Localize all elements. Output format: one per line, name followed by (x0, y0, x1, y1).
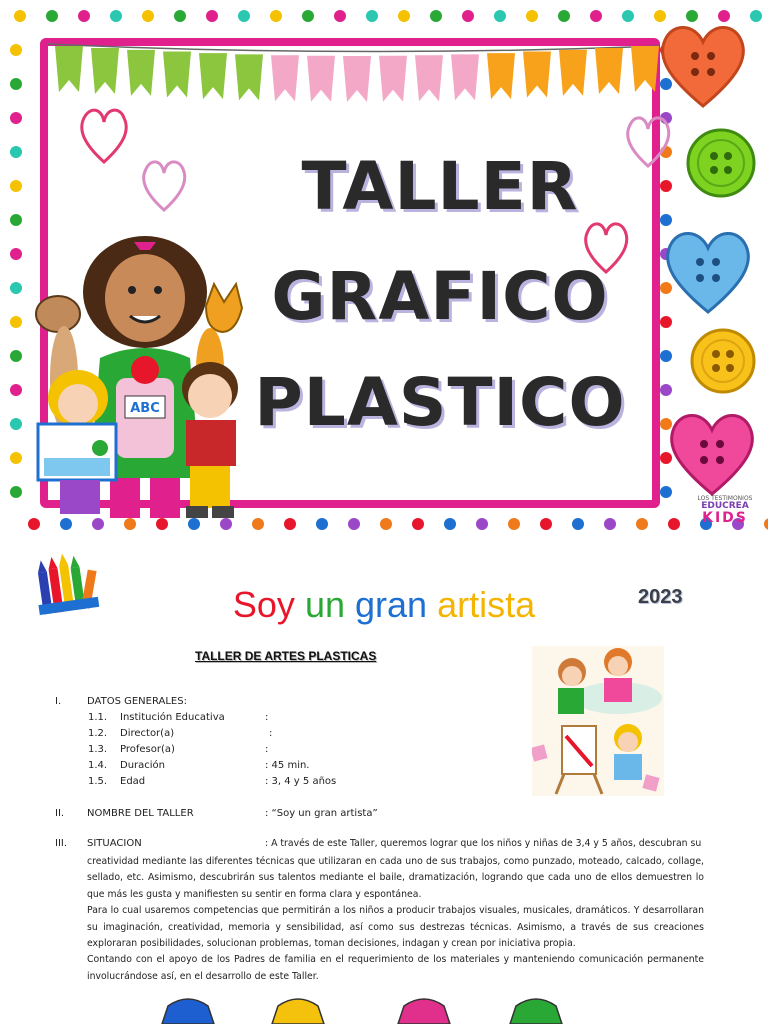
main-heading: Soy un gran artista (232, 584, 536, 625)
crayon-tip (272, 999, 324, 1024)
section-title: SITUACION (87, 838, 142, 849)
crayon-tips-decoration (0, 994, 768, 1024)
polka-dot (660, 350, 672, 362)
section-numeral: I. (55, 696, 62, 707)
item-value: : (269, 728, 273, 739)
bunting-flag (343, 56, 371, 102)
heart-button-icon (655, 16, 751, 112)
bunting-flag (415, 55, 443, 101)
polka-dot (412, 518, 424, 530)
polka-dot (10, 350, 22, 362)
kids-painting-illustration (532, 646, 664, 796)
cover-title-line: GRAFICO (271, 258, 609, 335)
bunting-flag (91, 48, 119, 94)
item-number: 1.5. (88, 776, 108, 787)
item-label: Director(a) (120, 728, 175, 739)
situacion-text (87, 854, 704, 985)
item-number: 1.2. (88, 728, 108, 739)
section-title: DATOS GENERALES: (87, 696, 187, 707)
educrea-kids-logo: LOS TESTIMONIOS EDUCREA KIDS (697, 495, 753, 526)
polka-dot (572, 518, 584, 530)
teacher-and-kids-illustration (30, 228, 260, 528)
year-label: 2023 (638, 586, 683, 608)
svg-text:ABC: ABC (130, 401, 160, 416)
paragraph: creatividad mediante las diferentes técnicas que utilizaran en cada uno de sus trabajos, como punzado, moteado, calcado, collage, sellado, etc. Asimismo, descubrirán sus talentos mediante el baile, dramatización, logrando que cada uno de ellos demuestren lo que más les gusta y manifiesten su sentir en forma clara y espontánea. (87, 856, 704, 900)
polka-dot (10, 146, 22, 158)
polka-dot (444, 518, 456, 530)
round-button-icon (688, 326, 758, 396)
polka-dot (660, 180, 672, 192)
item-number: 1.1. (88, 712, 108, 723)
section-datos-generales (55, 696, 355, 796)
polka-dot (636, 518, 648, 530)
section-title: NOMBRE DEL TALLER (87, 808, 194, 819)
item-number: 1.3. (88, 744, 108, 755)
bunting-flag (235, 54, 263, 100)
item-number: 1.4. (88, 760, 108, 771)
bunting-flag (595, 48, 623, 94)
polka-dot (284, 518, 296, 530)
polka-dot (10, 418, 22, 430)
polka-dot (10, 316, 22, 328)
heart-outline-icon (136, 152, 192, 218)
bunting-flag (487, 53, 515, 99)
paragraph: Para lo cual usaremos competencias que permitirán a los niños a producir trabajos visuales, musicales, dramáticos. Y desarrollaran su imaginación, creatividad, memoria y sensibilidad, así como sus destrezas técnicas. Asimismo, a través de sus creaciones exploraran posibilidades, solucionan problemas, toman decisiones, indagan y crean por iniciativa propia. (87, 905, 704, 950)
section-numeral: II. (55, 808, 65, 819)
polka-dot (348, 518, 360, 530)
paragraph: Contando con el apoyo de los Padres de familia en el requerimiento de los materiales y manteniendo comunicación permanente involucrándose así, en el desarrollo de este Taller. (87, 954, 704, 982)
crayon-tip (162, 999, 214, 1024)
bunting-flag (55, 46, 83, 92)
polka-dot (508, 518, 520, 530)
section-value: : “Soy un gran artista” (265, 808, 378, 819)
document-body (0, 540, 768, 1024)
polka-dot (10, 180, 22, 192)
polka-dot (10, 214, 22, 226)
polka-dot (660, 384, 672, 396)
bunting-flag (307, 56, 335, 102)
bunting-flag (379, 56, 407, 102)
crayon-tip (510, 999, 562, 1024)
item-label: Institución Educativa (120, 712, 225, 723)
heart-button-icon (660, 222, 756, 318)
polka-dot (316, 518, 328, 530)
crayon-tip (398, 999, 450, 1024)
bunting-flag (271, 55, 299, 101)
bunting-flag (451, 54, 479, 100)
polka-dot (10, 248, 22, 260)
heart-button-icon (664, 404, 760, 500)
bunting-flag (523, 52, 551, 98)
section-situacion-header (55, 838, 715, 852)
heart-outline-icon (74, 100, 134, 170)
document-subtitle: TALLER DE ARTES PLASTICAS (195, 649, 377, 663)
bunting-flag (127, 50, 155, 96)
item-label: Profesor(a) (120, 744, 175, 755)
section-nombre-taller (55, 808, 455, 822)
situacion-first-line: : A través de este Taller, queremos lograr que los niños y niñas de 3,4 y 5 años, descubran su (265, 838, 702, 849)
bunting-flag (163, 52, 191, 98)
polka-dot (764, 518, 768, 530)
polka-dot (10, 486, 22, 498)
bunting-flag (559, 50, 587, 96)
item-label: Edad (120, 776, 146, 787)
item-value: : 45 min. (265, 760, 310, 771)
polka-dot (10, 282, 22, 294)
polka-dot (380, 518, 392, 530)
polka-dot (476, 518, 488, 530)
polka-dot (10, 452, 22, 464)
polka-dot (668, 518, 680, 530)
cover-title-line: TALLER (301, 148, 579, 225)
item-value: : (265, 712, 269, 723)
bunting-flag (199, 53, 227, 99)
item-value: : 3, 4 y 5 años (265, 776, 337, 787)
section-numeral: III. (55, 838, 68, 849)
polka-dot (10, 384, 22, 396)
polka-dot (540, 518, 552, 530)
round-button-icon (684, 126, 758, 200)
polka-dot (604, 518, 616, 530)
item-label: Duración (120, 760, 166, 771)
cover-title-line: PLASTICO (254, 364, 626, 441)
item-value: : (265, 744, 269, 755)
